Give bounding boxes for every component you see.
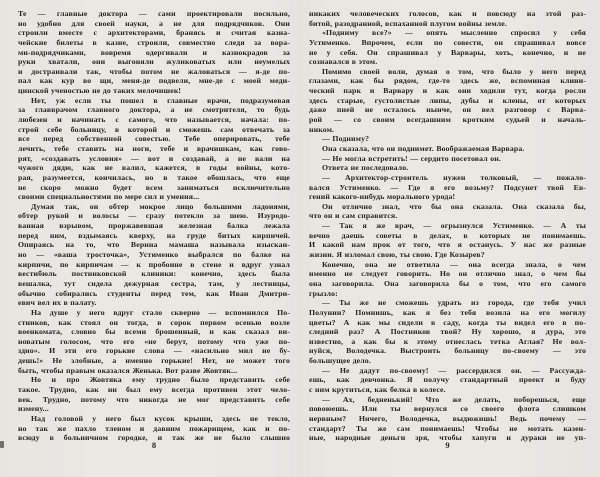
text-line: ванная взрывом, проржавевшая железная балка лежала — [18, 221, 290, 231]
text-line: чейские билеты в казне, строили, совместно следя за вора- — [18, 37, 290, 47]
paragraph — [18, 202, 290, 308]
page-left-text-column — [18, 9, 290, 443]
text-line: нуйся, Володечка. Выстроить больницу по-своему — это — [309, 346, 586, 356]
text-line: следний раз? А Постников твой? Ну хорошо, я дура, это — [309, 327, 586, 337]
paragraph — [309, 67, 586, 134]
text-line: измену... — [18, 404, 49, 414]
text-line: цветы? А как мы сидели в саду, когда ты видел его в по- — [309, 317, 586, 327]
text-line: гений какого-нибудь морального урода! — [309, 192, 456, 202]
text-line: Он отлично знал, что бы она сказала. Она сказала бы, — [322, 201, 586, 211]
text-line: строй себе больницу, в которой и сможешь сам отвечать за — [18, 124, 290, 134]
text-line: — Ах, бедненький! Что же делать, поборешься, еще — [322, 394, 586, 404]
paragraph — [309, 221, 586, 260]
text-line: лечить, тебе ставить на ноги, тебе и врачишкам, как гово- — [18, 143, 290, 153]
text-line: И какой нам прок от того, что я останусь. У нас же разные — [309, 240, 586, 250]
text-line: рая, разумеется, кончилась, но в такое обошлась, что еще — [18, 172, 290, 182]
text-line: все перед собственной совестью. Тебе оперировать, тебе — [18, 134, 290, 144]
text-line: здно». И эти его горькие слова — «насильно мил не бу- — [18, 346, 290, 356]
text-line: Те — главные доктора — сами проектировали посильно, — [18, 9, 290, 18]
page-right-text-column — [309, 9, 586, 443]
text-line: пал как кур во щи, меня-де подвели, мне-де с моей меди- — [18, 76, 290, 86]
text-line: но — «ваша тросточка», Устименко выбрался по балке на — [18, 250, 290, 260]
text-line: но так же пахло тленом и давним пожарищем, как и по- — [18, 423, 290, 433]
paragraph — [18, 9, 290, 96]
paragraph — [309, 28, 586, 67]
text-line: даже пней не осталось нынче, он вел разговор с Варва- — [309, 105, 586, 115]
text-line: стников, как стоял он тогда, в сорок первом осенью возле — [18, 317, 290, 327]
text-line: но удобно для своей науки, а не для подрядчиков. Они — [18, 18, 290, 28]
text-line: военкомата, словно бы всеми брошенный, и как сказал ви- — [18, 327, 290, 337]
text-line: цинской ученостью не до таких мелочишек! — [18, 86, 182, 96]
text-line: — Не дадут по-своему! — рассердился он. — Рассужда- — [322, 365, 586, 375]
text-line: рой — со своим всегдашним кротким судьей и началь- — [309, 115, 586, 125]
text-line: повоюешь. Или ты вернулся со своего флота слишком — [309, 404, 586, 414]
scan-speck-artifact — [0, 441, 4, 448]
text-line: всюду в больничном городке, и так же не было слышно — [18, 433, 290, 443]
text-line: именно не следует говорить. Но он отлично знал, о чем бы — [309, 269, 586, 279]
paragraph — [309, 202, 586, 221]
paragraph — [18, 96, 290, 202]
text-line: Думая так, он обтер мокрое лицо большими ладонями, — [31, 201, 290, 211]
text-line: Опираясь на то, что Верина мамаша называла изыскан- — [18, 240, 290, 250]
text-line: — Так я же врач, — огрызнулся Устименко. — А ты — [322, 221, 586, 231]
text-line: не скоро можно будет всем заниматься исключительно — [18, 182, 290, 192]
text-line: с ним крутиться, как белка в колесе. — [309, 384, 446, 394]
text-line: стандарт? Ты же сам понимаешь! Чтобы не мотать казен- — [309, 423, 586, 433]
paragraph — [309, 144, 586, 154]
text-line: ником. — [309, 124, 335, 134]
text-line: Нет, уж если ты пошел в главные врачи, подразумевая — [31, 95, 290, 105]
text-line: она заговорила. Она заговорила бы о том, что его самого — [309, 278, 586, 288]
text-line: грызло: — [309, 288, 338, 298]
page-number-left: 8 — [151, 440, 157, 450]
text-line: жизни. Я изломал свою, ты свою. Где Козырев? — [309, 250, 485, 260]
paragraph — [309, 9, 586, 28]
text-line: ные, народные деньги зря, чтобы хапуги и дураки не уп- — [309, 433, 586, 443]
paragraph — [309, 395, 586, 443]
page-number-right: 9 — [445, 440, 450, 450]
text-line: такое. Трудно, как ни был ему всегда противен этот чело- — [18, 384, 290, 394]
text-line: — Архитектор-строитель нужен толковый, — пожало- — [322, 172, 586, 182]
text-line: ешь, как девчонка. Я получу стандартный проект и буду — [309, 375, 586, 385]
text-line: любезен и начинать с самого, что называется, начала: по- — [18, 115, 290, 125]
paragraph — [309, 298, 586, 365]
text-line: никаких человеческих голосов, как и повсюду на этой раз- — [309, 9, 586, 18]
text-line: ми-подрядчиками, вовремя одергивали и казнокрадов за — [18, 47, 290, 57]
text-line: вешалка, тут сидела дежурная сестра, там, у лестницы, — [18, 278, 290, 288]
text-line: век. Трудно, потому что никогда не мог представить себе — [18, 394, 290, 404]
text-line: быть, чтобы правым оказался Женька. Вот разве Жовтяк... — [18, 365, 238, 375]
text-line: Устименко. Впрочем, если по совести, он спрашивал вовсе — [309, 37, 586, 47]
text-line: глазами, как бы рядом, где-то здесь же, вспоминая клини- — [309, 76, 586, 86]
paragraph — [309, 163, 586, 173]
text-line: строили вместе с архитекторами, бранясь и считая казна- — [18, 28, 290, 38]
text-line: нервным? Ничего, Володечка, выдюжишь! Ведь почему — — [309, 413, 586, 423]
text-line: известно, а как бы к этому отнеслась тетка Аглая? Не вол- — [309, 336, 586, 346]
paragraph — [309, 154, 586, 164]
text-line: сознавался в этом. — [309, 57, 378, 67]
text-line: Она сказала, что он поднимет. Воображаемая Варвара. — [322, 143, 525, 153]
text-line: — Ты же не сможешь удрать из города, где тебя учил — [322, 298, 586, 308]
text-line: большущее дело. — [309, 356, 371, 366]
paragraph — [18, 414, 290, 443]
text-line: Но и про Жовтяка ему трудно было представить себе — [31, 375, 290, 385]
text-line: вестибюль постниковской клиники: конечно, здесь была — [18, 269, 290, 279]
text-line: вался Устименко. — Где я его возьму? Подсунет твой Ев- — [309, 182, 586, 192]
paragraph — [309, 134, 586, 144]
text-line: своими специальностями по мере сил и умения... — [18, 192, 200, 202]
paragraph — [18, 308, 290, 375]
text-line: за главврачом главного доктора, а не смотрителя, то будь — [18, 105, 290, 115]
text-line: чужого дядю, как не валил, кажется, в годы войны, кото- — [18, 163, 290, 173]
text-line: Конечно, она не ответила — она всегда знала, о чем — [322, 259, 586, 269]
paragraph — [309, 366, 586, 395]
text-line: дешь!» Не злобные, а именно горькие! Нет, не может того — [18, 356, 290, 366]
text-line: обтер рукой и волосы — сразу потекло за шею. Изуродо- — [18, 211, 290, 221]
text-line: битой, разодранной, вспаханной плугом войны земле. — [309, 18, 507, 28]
paragraph — [18, 375, 290, 414]
text-line: Над головой у него был кусок крыши, здесь не текло, — [31, 413, 290, 423]
text-line: ческий парк и Варвару и как они ходили тут, когда росли — [309, 86, 586, 96]
text-line: здесь старые, густолистые липы, дубы и клены, от которых — [309, 95, 586, 105]
text-line: кирпичи, по кирпичам — к пробоине в стене и вдруг узнал — [18, 259, 290, 269]
text-line: — Не могла встретить! — сердито посетовал он. — [322, 153, 501, 163]
text-line: перед ним, вздымаясь кверху, на груде битых кирпичей. — [18, 230, 290, 240]
paragraph — [309, 260, 586, 299]
text-line: что он и сам справится. — [309, 211, 398, 221]
text-line: — Подниму? — [322, 134, 370, 144]
text-line: Ответа не последовало. — [322, 163, 409, 173]
paragraph — [309, 173, 586, 202]
text-line: Полунин? Помнишь, как я без тебя возила на его могилу — [309, 307, 586, 317]
text-line: руки хватали, они выгоняли жуликоватых или неумелых — [18, 57, 290, 67]
text-line: «Подниму все?» — опять мысленно спросил у себя — [322, 28, 586, 38]
text-line: и достраивали так, чтобы потом не жаловаться — я-де по- — [18, 66, 290, 76]
text-line: Помимо своей воли, думая о том, что было у него перед — [322, 66, 586, 76]
text-line: На душе у него вдруг стало скверно — вспомнился По- — [31, 307, 290, 317]
text-line: рят, «создавать условия» — вот и создавай, а не вали на — [18, 153, 290, 163]
text-line: вечно даешь советы в делах, в которых не понимаешь. — [309, 230, 586, 240]
text-line: евич вел их в палату. — [18, 298, 97, 308]
text-line: обычно собирались студенты перед тем, как Иван Дмитри- — [18, 288, 290, 298]
text-line: не у себя. Он спрашивал у Варвары, хоть, конечно, и не — [309, 47, 586, 57]
text-line: новатым голосом, что его «не берут, потому что уже по- — [18, 336, 290, 346]
